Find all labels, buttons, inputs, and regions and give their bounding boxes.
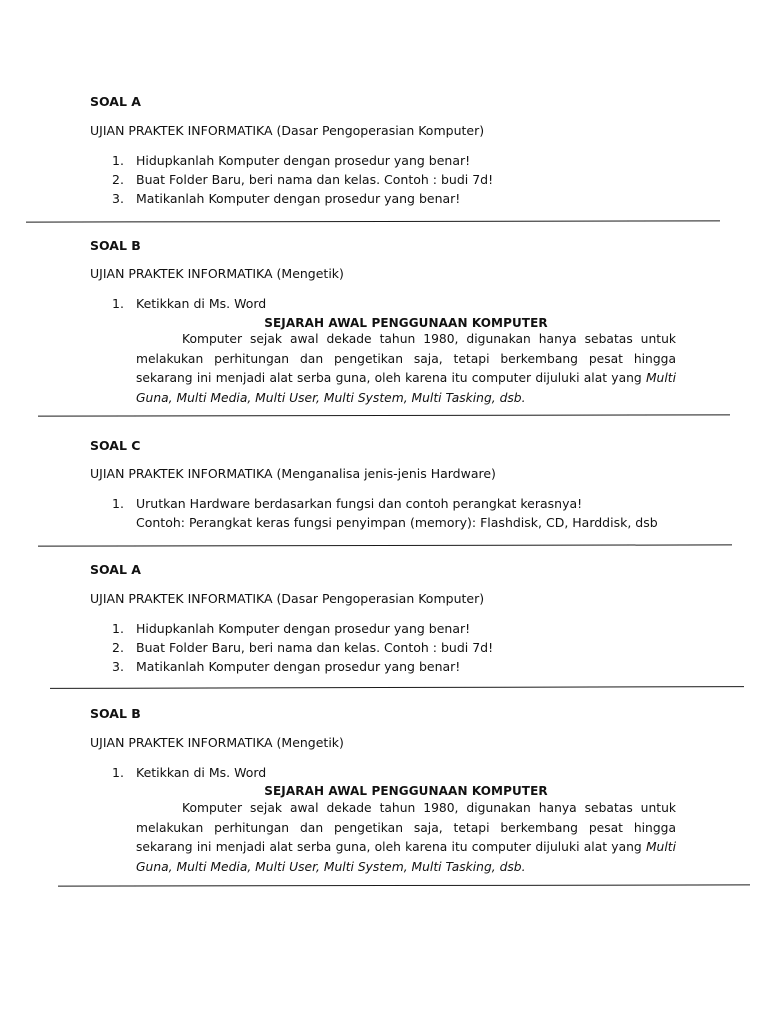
example-text: Contoh: Perangkat keras fungsi penyimpan (memory): Flashdisk, CD, Harddisk, dsb [136,515,658,530]
article-paragraph: Komputer sejak awal dekade tahun 1980, digunakan hanya sebatas untuk melakukan perhitungan dan pengetikan saja, tetapi berkembang pesat hingga sekarang ini menjadi alat serba guna, oleh karena itu computer dijuluki alat yang Multi Guna, Multi Media, Multi User, Multi System, Multi Tasking, dsb. [136,801,676,874]
task-list [90,151,680,208]
section-divider [26,220,720,222]
soal-label: SOAL B [90,706,141,721]
soal-label: SOAL B [90,238,141,253]
soal-label: SOAL A [90,562,141,577]
task-list [90,763,680,782]
exam-title: UJIAN PRAKTEK INFORMATIKA (Menganalisa jenis-jenis Hardware) [90,466,496,481]
exam-title: UJIAN PRAKTEK INFORMATIKA (Mengetik) [90,735,344,750]
article-title: SEJARAH AWAL PENGGUNAAN KOMPUTER [264,316,548,330]
list-item: 1. Ketikkan di Ms. Word [112,765,267,780]
exam-title: UJIAN PRAKTEK INFORMATIKA (Dasar Pengoperasian Komputer) [90,591,485,606]
exam-title: UJIAN PRAKTEK INFORMATIKA (Mengetik) [90,266,344,281]
task-list [90,294,680,313]
list-item: 2. Buat Folder Baru, beri nama dan kelas. Contoh : budi 7d! [112,640,494,655]
article-title: SEJARAH AWAL PENGGUNAAN KOMPUTER [264,784,548,798]
list-item: 2. Buat Folder Baru, beri nama dan kelas. Contoh : budi 7d! [112,172,494,187]
soal-label: SOAL C [90,438,141,453]
section-divider [50,686,744,689]
article-paragraph: Komputer sejak awal dekade tahun 1980, digunakan hanya sebatas untuk melakukan perhitungan dan pengetikan saja, tetapi berkembang pesat hingga sekarang ini menjadi alat serba guna, oleh karena itu computer dijuluki alat yang Multi Guna, Multi Media, Multi User, Multi System, Multi Tasking, dsb. [136,332,676,405]
list-item: 1. Hidupkanlah Komputer dengan prosedur yang benar! [112,621,471,636]
task-list [90,619,680,676]
task-list [90,494,680,513]
soal-label: SOAL A [90,94,141,109]
list-item: 3. Matikanlah Komputer dengan prosedur yang benar! [112,191,461,206]
section-divider [38,544,732,546]
list-item: 1. Ketikkan di Ms. Word [112,296,267,311]
exam-title: UJIAN PRAKTEK INFORMATIKA (Dasar Pengoperasian Komputer) [90,123,485,138]
section-divider [58,884,750,886]
section-divider [38,414,730,416]
list-item: 1. Urutkan Hardware berdasarkan fungsi dan contoh perangkat kerasnya! [112,496,583,511]
list-item: 1. Hidupkanlah Komputer dengan prosedur yang benar! [112,153,471,168]
list-item: 3. Matikanlah Komputer dengan prosedur yang benar! [112,659,461,674]
